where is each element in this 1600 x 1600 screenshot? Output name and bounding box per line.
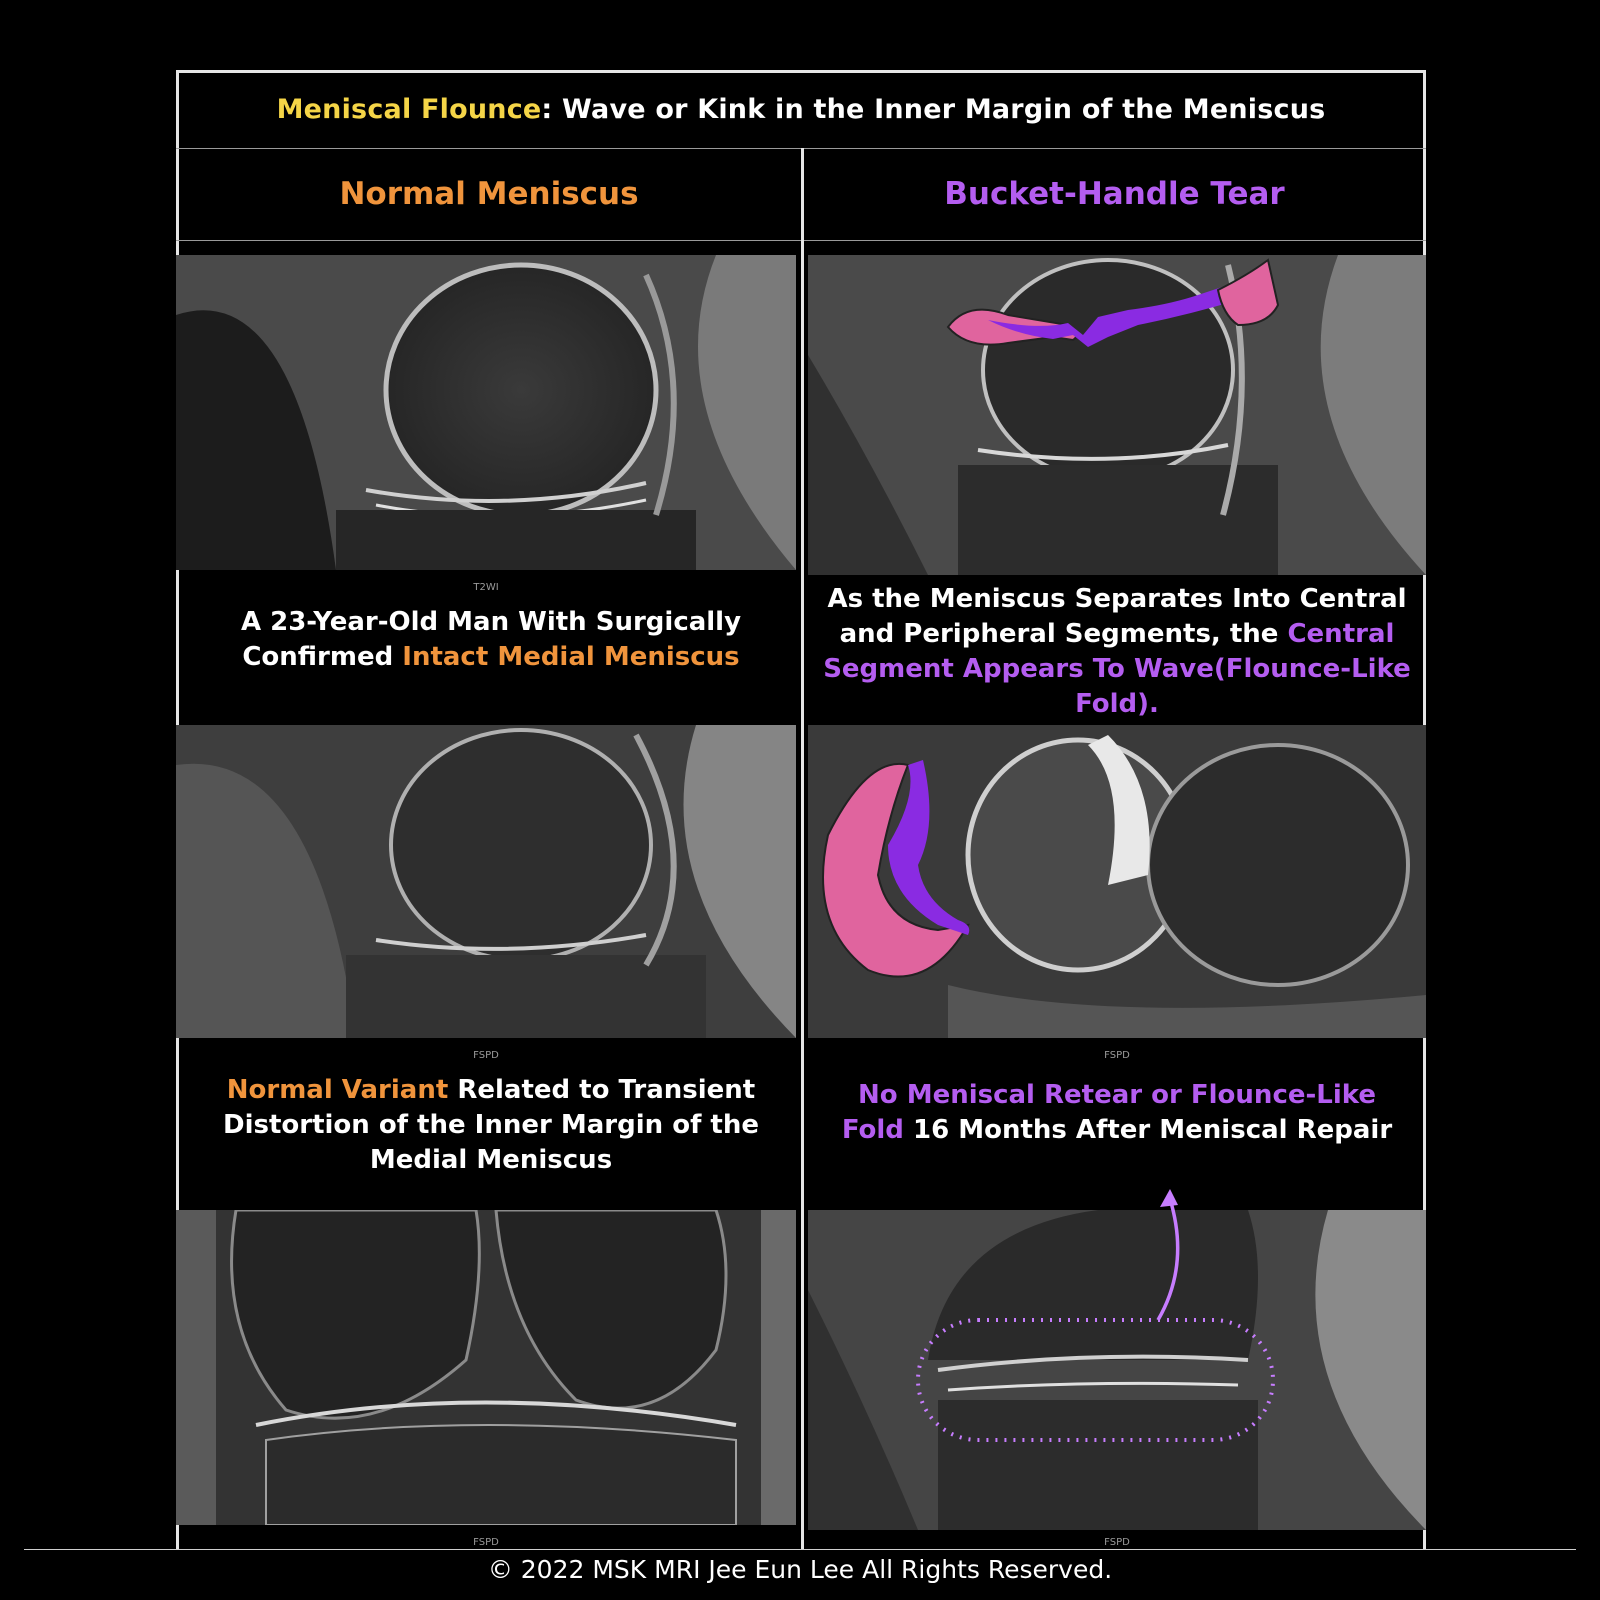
title-rest: : Wave or Kink in the Inner Margin of the Meniscus	[541, 93, 1326, 125]
column-divider	[801, 148, 804, 1550]
tear-caption-2	[828, 1078, 1406, 1148]
sequence-label: T2WI	[473, 582, 499, 593]
mri-normal-coronal-fspd	[176, 1210, 796, 1525]
footer-divider	[24, 1549, 1576, 1550]
copyright-footer: © 2022 MSK MRI Jee Eun Lee All Rights Reserved.	[487, 1555, 1113, 1584]
caption-text: A 23-Year-Old Man With Surgically Confirmed	[240, 607, 742, 672]
caption-highlight: No Meniscal Retear or Flounce-Like Fold	[841, 1080, 1376, 1145]
page-title	[176, 70, 1426, 149]
caption-highlight: Intact Medial Meniscus	[402, 642, 740, 672]
normal-meniscus-header: Normal Meniscus	[176, 148, 802, 241]
mri-tear-post-repair-fspd	[808, 1210, 1426, 1530]
normal-caption-2	[196, 1073, 786, 1178]
pointer-arrow-icon	[1140, 1185, 1200, 1325]
tear-caption-1	[818, 582, 1416, 722]
caption-highlight: Central Segment Appears To Wave(Flounce-Like Fold).	[823, 619, 1411, 719]
caption-highlight: Normal Variant	[226, 1075, 449, 1105]
mri-normal-sagittal-fspd	[176, 725, 796, 1038]
sequence-label: FSPD	[473, 1537, 499, 1548]
caption-text: As the Meniscus Separates Into Central and Peripheral Segments, the	[827, 584, 1407, 649]
mri-normal-sagittal-t2	[176, 255, 796, 570]
sequence-label: FSPD	[1104, 1050, 1130, 1061]
sequence-label: FSPD	[473, 1050, 499, 1061]
caption-text: Related to Transient Distortion of the Inner Margin of the Medial Meniscus	[222, 1075, 760, 1175]
caption-text: 16 Months After Meniscal Repair	[903, 1115, 1393, 1145]
title-highlight: Meniscal Flounce	[276, 93, 542, 125]
sequence-label: FSPD	[1104, 1537, 1130, 1548]
mri-tear-sagittal-t2	[808, 255, 1426, 575]
mri-tear-axial-fspd	[808, 725, 1426, 1038]
normal-caption-1	[196, 605, 786, 675]
bucket-handle-header: Bucket-Handle Tear	[803, 148, 1426, 241]
